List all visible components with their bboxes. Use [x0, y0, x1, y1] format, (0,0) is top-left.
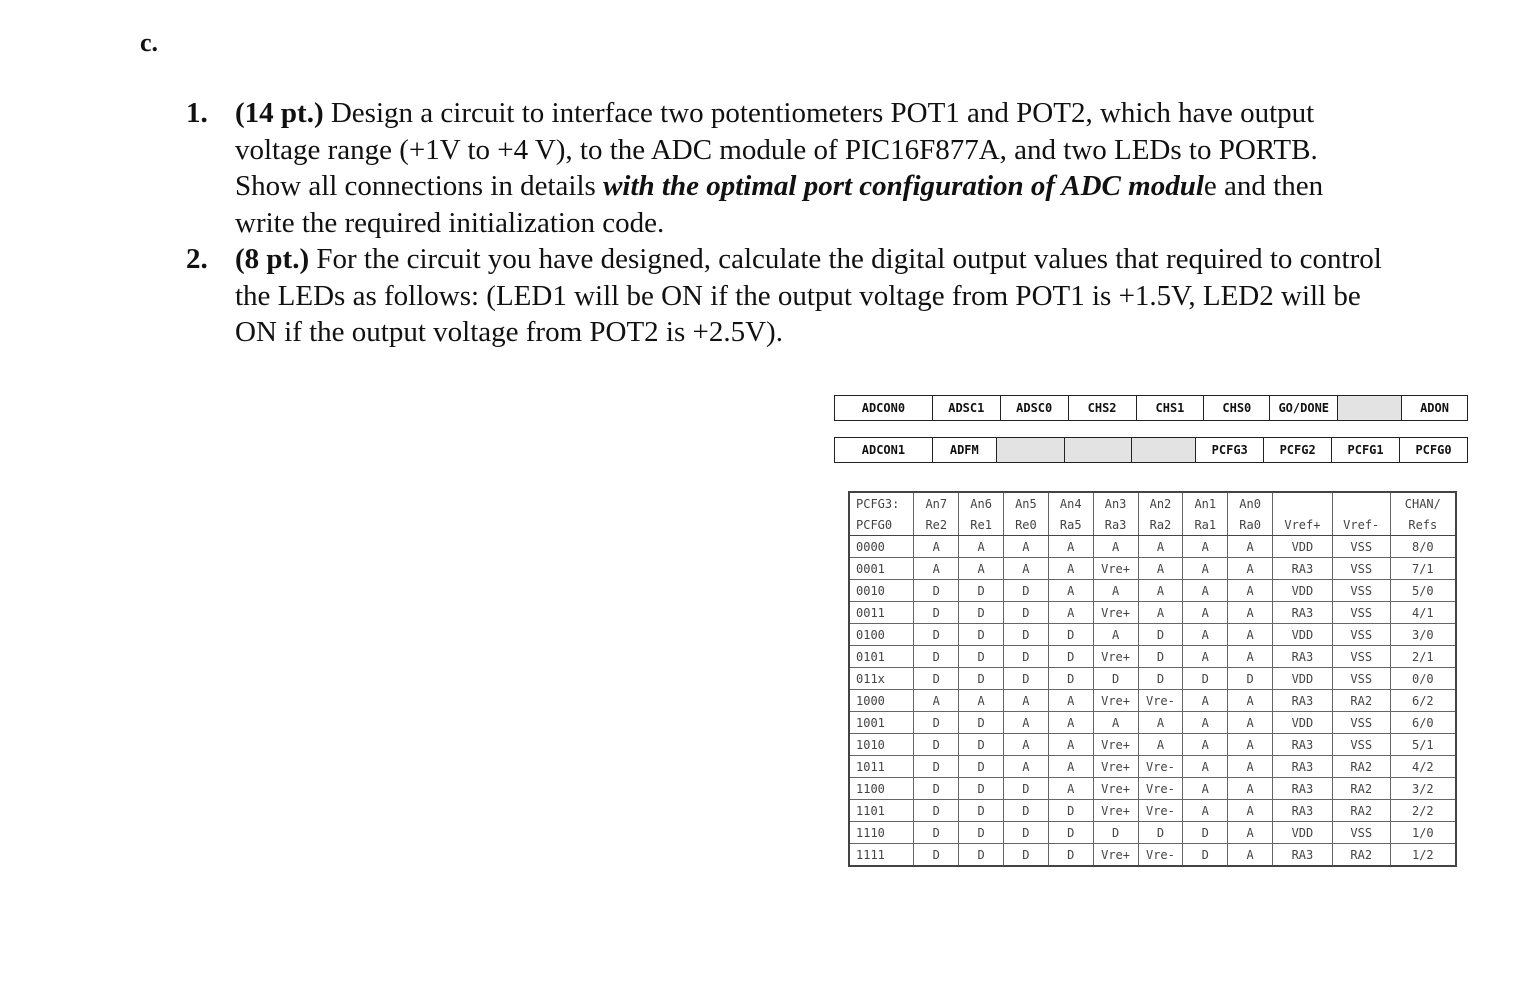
pcfg-code-cell: 011x	[849, 668, 914, 690]
table-cell: A	[1048, 690, 1093, 712]
question-number: 2.	[186, 243, 208, 275]
table-cell: VDD	[1273, 822, 1333, 844]
register-bit-unused	[1338, 396, 1402, 421]
table-cell: Vre-	[1138, 778, 1183, 800]
table-cell: RA3	[1273, 646, 1333, 668]
table-cell: RA3	[1273, 778, 1333, 800]
table-cell: D	[1004, 646, 1049, 668]
table-row	[849, 734, 1456, 756]
table-cell: A	[1138, 580, 1183, 602]
adcon0-register	[834, 395, 1468, 421]
column-header: Re2	[914, 514, 959, 536]
table-cell: D	[1183, 822, 1228, 844]
register-name: ADCON1	[835, 438, 933, 463]
table-cell: Vre+	[1093, 690, 1138, 712]
table-cell: D	[914, 844, 959, 867]
table-cell: A	[1228, 536, 1273, 558]
table-row	[849, 690, 1456, 712]
table-cell: D	[1048, 822, 1093, 844]
table-cell: A	[1093, 580, 1138, 602]
column-header: Vref+	[1273, 514, 1333, 536]
table-row	[849, 536, 1456, 558]
table-cell: D	[959, 602, 1004, 624]
table-cell: A	[1138, 712, 1183, 734]
table-cell: Vre-	[1138, 756, 1183, 778]
register-bit: CHS0	[1204, 396, 1270, 421]
table-cell: D	[1004, 580, 1049, 602]
table-cell: A	[1228, 690, 1273, 712]
table-cell: RA3	[1273, 602, 1333, 624]
column-header: Re0	[1004, 514, 1049, 536]
pcfg-code-cell: 1011	[849, 756, 914, 778]
column-header: Ra0	[1228, 514, 1273, 536]
table-cell: Vre-	[1138, 844, 1183, 867]
register-bit-unused	[1132, 438, 1196, 463]
table-cell: D	[1004, 668, 1049, 690]
table-cell: A	[1228, 778, 1273, 800]
table-cell: 6/2	[1390, 690, 1456, 712]
table-cell: A	[1228, 602, 1273, 624]
table-row	[849, 778, 1456, 800]
table-cell: A	[1048, 558, 1093, 580]
table-cell: D	[914, 668, 959, 690]
table-cell: RA2	[1332, 690, 1390, 712]
table-row	[849, 580, 1456, 602]
register-bit: GO/DONE	[1270, 396, 1338, 421]
table-cell: RA2	[1332, 800, 1390, 822]
table-cell: A	[1183, 536, 1228, 558]
pcfg-code-cell: 1010	[849, 734, 914, 756]
table-cell: Vre+	[1093, 800, 1138, 822]
table-cell: A	[1228, 712, 1273, 734]
table-cell: A	[1048, 712, 1093, 734]
table-cell: RA3	[1273, 690, 1333, 712]
table-row	[849, 646, 1456, 668]
table-cell: A	[1004, 734, 1049, 756]
table-cell: A	[1183, 756, 1228, 778]
table-cell: RA3	[1273, 756, 1333, 778]
table-cell: D	[1004, 602, 1049, 624]
question-text: Design a circuit to interface two potentiometers POT1 and POT2, which have output voltage range (+1V to +4 V), to the ADC module of PIC16F877A, and two LEDs to PORTB. Show all connections in details	[235, 97, 1318, 202]
table-cell: D	[959, 844, 1004, 867]
table-cell: 6/0	[1390, 712, 1456, 734]
table-cell: A	[1004, 536, 1049, 558]
table-cell: D	[959, 646, 1004, 668]
question-points: (14 pt.)	[235, 97, 324, 129]
register-bit: PCFG0	[1400, 438, 1468, 463]
table-cell: A	[1183, 734, 1228, 756]
column-header: An3	[1093, 492, 1138, 514]
table-cell: VDD	[1273, 668, 1333, 690]
pcfg-code-cell: PCFG3:	[849, 492, 914, 514]
register-bit: ADSC0	[1000, 396, 1068, 421]
table-cell: VSS	[1332, 580, 1390, 602]
table-cell: D	[914, 800, 959, 822]
column-header: An2	[1138, 492, 1183, 514]
table-cell: A	[959, 558, 1004, 580]
table-cell: D	[1093, 822, 1138, 844]
column-header: Vref-	[1332, 514, 1390, 536]
pcfg-code-cell: 0100	[849, 624, 914, 646]
table-cell: 3/2	[1390, 778, 1456, 800]
table-header-row	[849, 514, 1456, 536]
register-bit: CHS2	[1068, 396, 1136, 421]
table-cell: D	[1138, 646, 1183, 668]
table-cell: Vre+	[1093, 558, 1138, 580]
table-cell: D	[1048, 844, 1093, 867]
table-cell: D	[914, 734, 959, 756]
table-cell: Vre+	[1093, 734, 1138, 756]
table-cell: A	[1048, 602, 1093, 624]
table-cell: D	[914, 778, 959, 800]
table-cell: D	[959, 800, 1004, 822]
table-cell: A	[1183, 800, 1228, 822]
table-cell: Vre-	[1138, 800, 1183, 822]
register-bit: ADON	[1402, 396, 1468, 421]
table-cell: 3/0	[1390, 624, 1456, 646]
table-cell: D	[1004, 778, 1049, 800]
pcfg-code-cell: 1100	[849, 778, 914, 800]
table-cell: D	[959, 734, 1004, 756]
table-cell: VSS	[1332, 536, 1390, 558]
table-cell: 1/0	[1390, 822, 1456, 844]
table-cell: 5/1	[1390, 734, 1456, 756]
table-cell: A	[1228, 734, 1273, 756]
table-cell: A	[1183, 690, 1228, 712]
table-cell: A	[1138, 536, 1183, 558]
table-cell: Vre+	[1093, 778, 1138, 800]
pcfg-code-cell: 0010	[849, 580, 914, 602]
table-cell: A	[1228, 822, 1273, 844]
column-header: An7	[914, 492, 959, 514]
table-cell: D	[959, 778, 1004, 800]
column-header: An6	[959, 492, 1004, 514]
table-cell: D	[959, 712, 1004, 734]
pcfg-code-cell: 1000	[849, 690, 914, 712]
pcfg-config-table	[848, 491, 1457, 867]
table-cell: D	[1228, 668, 1273, 690]
table-cell: D	[959, 624, 1004, 646]
table-cell: D	[1138, 668, 1183, 690]
column-header: An4	[1048, 492, 1093, 514]
table-cell: A	[1138, 558, 1183, 580]
column-header: An1	[1183, 492, 1228, 514]
column-header: Ra3	[1093, 514, 1138, 536]
table-cell: A	[1004, 558, 1049, 580]
table-cell: A	[1183, 712, 1228, 734]
table-cell: A	[1138, 734, 1183, 756]
table-cell: VDD	[1273, 624, 1333, 646]
table-cell: VDD	[1273, 536, 1333, 558]
table-cell: VSS	[1332, 558, 1390, 580]
table-cell: 2/2	[1390, 800, 1456, 822]
table-cell: Vre+	[1093, 646, 1138, 668]
table-cell: VDD	[1273, 580, 1333, 602]
question-list	[186, 95, 1386, 351]
table-row	[849, 800, 1456, 822]
table-row	[849, 756, 1456, 778]
table-cell: A	[1048, 778, 1093, 800]
table-cell: D	[1048, 668, 1093, 690]
table-cell: A	[1183, 646, 1228, 668]
table-cell: D	[914, 580, 959, 602]
pcfg-code-cell: 0001	[849, 558, 914, 580]
table-cell: D	[959, 580, 1004, 602]
table-row	[849, 712, 1456, 734]
table-cell: Vre+	[1093, 602, 1138, 624]
table-cell: VSS	[1332, 822, 1390, 844]
table-cell: A	[1004, 712, 1049, 734]
table-cell: RA3	[1273, 844, 1333, 867]
table-cell: D	[1004, 624, 1049, 646]
table-cell: A	[1138, 602, 1183, 624]
pcfg-code-cell: 0011	[849, 602, 914, 624]
question-points: (8 pt.)	[235, 243, 310, 275]
table-cell: A	[1228, 800, 1273, 822]
table-cell: A	[1183, 580, 1228, 602]
table-cell: 5/0	[1390, 580, 1456, 602]
table-cell: A	[1048, 756, 1093, 778]
table-header-row	[849, 492, 1456, 514]
pcfg-code-cell: 1101	[849, 800, 914, 822]
column-header: Refs	[1390, 514, 1456, 536]
table-cell: A	[1228, 580, 1273, 602]
table-cell: D	[1004, 800, 1049, 822]
table-row	[849, 822, 1456, 844]
table-cell: D	[914, 646, 959, 668]
pcfg-code-cell: 1111	[849, 844, 914, 867]
table-cell: A	[1183, 602, 1228, 624]
table-cell: D	[914, 602, 959, 624]
table-cell: RA2	[1332, 756, 1390, 778]
question-1	[186, 95, 1386, 241]
table-cell: Vre+	[1093, 844, 1138, 867]
table-cell: A	[1183, 558, 1228, 580]
column-header: Re1	[959, 514, 1004, 536]
table-cell: VSS	[1332, 602, 1390, 624]
column-header: CHAN/	[1390, 492, 1456, 514]
table-cell: 2/1	[1390, 646, 1456, 668]
column-header: Ra1	[1183, 514, 1228, 536]
table-cell: RA2	[1332, 844, 1390, 867]
table-cell: D	[1093, 668, 1138, 690]
table-cell: D	[1048, 624, 1093, 646]
table-row	[849, 602, 1456, 624]
table-cell: D	[959, 756, 1004, 778]
table-cell: A	[1093, 624, 1138, 646]
table-cell: A	[1228, 558, 1273, 580]
column-header: Ra5	[1048, 514, 1093, 536]
table-cell: A	[1228, 624, 1273, 646]
table-cell: RA3	[1273, 800, 1333, 822]
register-bit-unused	[996, 438, 1064, 463]
table-cell: RA3	[1273, 734, 1333, 756]
table-cell: A	[1048, 536, 1093, 558]
table-cell: A	[914, 558, 959, 580]
register-bit: PCFG1	[1332, 438, 1400, 463]
table-cell: A	[1183, 624, 1228, 646]
column-header: Ra2	[1138, 514, 1183, 536]
table-cell: 0/0	[1390, 668, 1456, 690]
pcfg-code-cell: 0101	[849, 646, 914, 668]
pcfg-code-cell: PCFG0	[849, 514, 914, 536]
register-bit-unused	[1064, 438, 1132, 463]
register-bit: ADFM	[932, 438, 996, 463]
table-cell: VSS	[1332, 668, 1390, 690]
table-cell: D	[1048, 800, 1093, 822]
question-emphasis: with the optimal port configuration of ADC modul	[603, 170, 1204, 202]
table-cell: A	[1228, 756, 1273, 778]
register-bit: CHS1	[1136, 396, 1204, 421]
table-cell: D	[914, 624, 959, 646]
table-cell: A	[959, 536, 1004, 558]
table-cell: A	[1228, 844, 1273, 867]
table-cell: A	[1183, 778, 1228, 800]
table-cell: D	[1048, 646, 1093, 668]
column-header	[1273, 492, 1333, 514]
table-cell: D	[1004, 822, 1049, 844]
question-text-end: e and then write the required initialization code.	[235, 170, 1324, 239]
table-row	[849, 624, 1456, 646]
table-cell: D	[914, 756, 959, 778]
table-cell: A	[1093, 536, 1138, 558]
table-cell: A	[959, 690, 1004, 712]
table-cell: VSS	[1332, 712, 1390, 734]
table-cell: D	[1183, 668, 1228, 690]
table-cell: A	[914, 536, 959, 558]
table-cell: VSS	[1332, 624, 1390, 646]
table-cell: 1/2	[1390, 844, 1456, 867]
column-header: An5	[1004, 492, 1049, 514]
table-cell: VSS	[1332, 734, 1390, 756]
question-text: For the circuit you have designed, calculate the digital output values that required to control the LEDs as follows: (LED1 will be ON if the output voltage from POT1 is +1.5V, LED2 will be ON if the output voltage from POT2 is +2.5V).	[235, 243, 1382, 348]
section-label: c.	[140, 28, 159, 57]
register-bit: PCFG3	[1196, 438, 1264, 463]
table-cell: A	[1093, 712, 1138, 734]
table-cell: 7/1	[1390, 558, 1456, 580]
table-cell: A	[1004, 756, 1049, 778]
table-row	[849, 558, 1456, 580]
table-cell: D	[914, 712, 959, 734]
table-cell: D	[1183, 844, 1228, 867]
table-cell: D	[959, 668, 1004, 690]
table-row	[849, 668, 1456, 690]
table-cell: A	[914, 690, 959, 712]
register-bit: PCFG2	[1264, 438, 1332, 463]
table-cell: Vre+	[1093, 756, 1138, 778]
table-cell: 4/2	[1390, 756, 1456, 778]
table-cell: D	[914, 822, 959, 844]
pcfg-code-cell: 1001	[849, 712, 914, 734]
table-cell: A	[1048, 580, 1093, 602]
table-cell: D	[959, 822, 1004, 844]
table-cell: A	[1048, 734, 1093, 756]
column-header	[1332, 492, 1390, 514]
column-header: An0	[1228, 492, 1273, 514]
table-cell: 8/0	[1390, 536, 1456, 558]
adcon1-register	[834, 437, 1468, 463]
table-cell: VSS	[1332, 646, 1390, 668]
table-cell: A	[1228, 646, 1273, 668]
question-2	[186, 241, 1386, 351]
table-cell: RA2	[1332, 778, 1390, 800]
pcfg-code-cell: 0000	[849, 536, 914, 558]
table-cell: D	[1138, 822, 1183, 844]
table-cell: 4/1	[1390, 602, 1456, 624]
register-bit: ADSC1	[932, 396, 1000, 421]
table-cell: VDD	[1273, 712, 1333, 734]
pcfg-code-cell: 1110	[849, 822, 914, 844]
question-number: 1.	[186, 97, 208, 129]
table-cell: Vre-	[1138, 690, 1183, 712]
table-row	[849, 844, 1456, 867]
table-cell: RA3	[1273, 558, 1333, 580]
table-cell: D	[1004, 844, 1049, 867]
table-cell: A	[1004, 690, 1049, 712]
table-cell: D	[1138, 624, 1183, 646]
register-name: ADCON0	[835, 396, 933, 421]
